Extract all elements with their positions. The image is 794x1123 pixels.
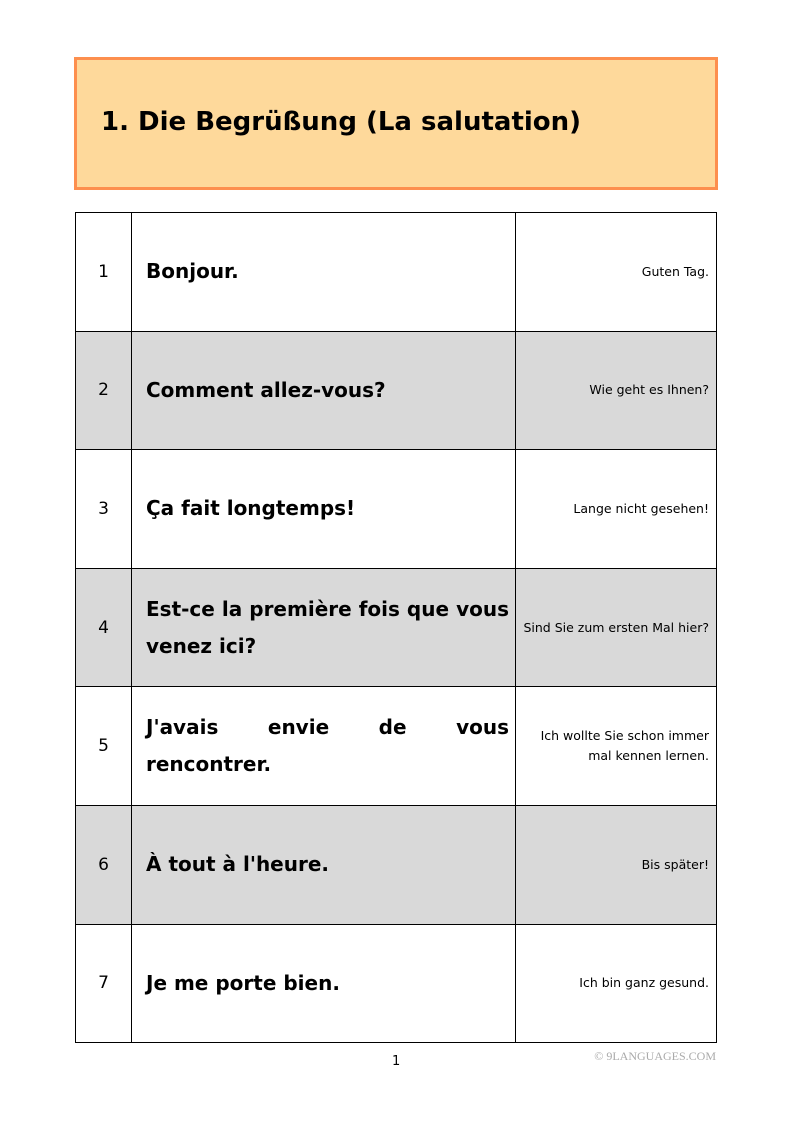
german-translation: Sind Sie zum ersten Mal hier? xyxy=(516,568,717,687)
row-number: 1 xyxy=(76,213,132,332)
french-phrase: Bonjour. xyxy=(132,213,516,332)
page-number: 1 xyxy=(392,1054,401,1069)
table-row xyxy=(76,687,717,806)
table-row xyxy=(76,450,717,569)
table-row xyxy=(76,568,717,687)
table-row xyxy=(76,805,717,924)
german-translation: Ich wollte Sie schon immer mal kennen lernen. xyxy=(516,687,717,806)
copyright-watermark: © 9LANGUAGES.COM xyxy=(594,1049,716,1063)
german-translation: Guten Tag. xyxy=(516,213,717,332)
german-translation: Wie geht es Ihnen? xyxy=(516,331,717,450)
phrase-table xyxy=(75,212,717,1043)
section-title-box xyxy=(74,57,718,190)
german-translation: Lange nicht gesehen! xyxy=(516,450,717,569)
row-number: 7 xyxy=(76,924,132,1043)
german-translation: Ich bin ganz gesund. xyxy=(516,924,717,1043)
row-number: 4 xyxy=(76,568,132,687)
french-phrase: Est-ce la première fois que vous venez ici? xyxy=(132,568,516,687)
french-phrase: Ça fait longtemps! xyxy=(132,450,516,569)
german-translation: Bis später! xyxy=(516,805,717,924)
row-number: 3 xyxy=(76,450,132,569)
table-row xyxy=(76,213,717,332)
row-number: 5 xyxy=(76,687,132,806)
french-phrase: À tout à l'heure. xyxy=(132,805,516,924)
section-title: 1. Die Begrüßung (La salutation) xyxy=(101,107,582,137)
table-row xyxy=(76,331,717,450)
french-phrase: Comment allez-vous? xyxy=(132,331,516,450)
table-row xyxy=(76,924,717,1043)
french-phrase: Je me porte bien. xyxy=(132,924,516,1043)
row-number: 2 xyxy=(76,331,132,450)
row-number: 6 xyxy=(76,805,132,924)
french-phrase: J'avais envie de vous rencontrer. xyxy=(132,687,516,806)
